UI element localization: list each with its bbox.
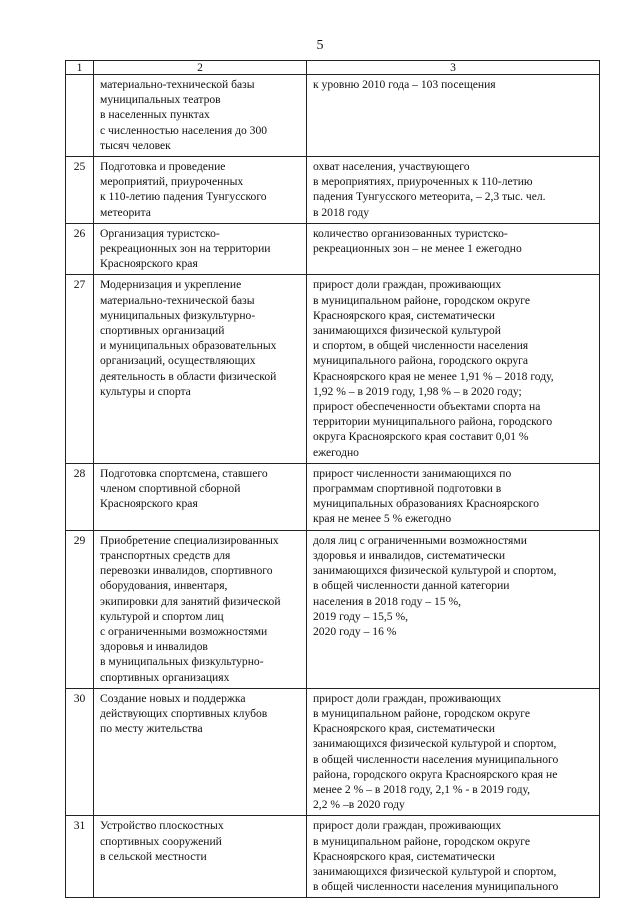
measure-name-line: рекреационных зон на территории [100, 242, 271, 256]
indicator-line: падения Тунгусского метеорита, – 2,3 тыс. чел. [313, 190, 546, 204]
row-number [66, 75, 94, 157]
measure-name-line: метеорита [100, 205, 151, 219]
measure-indicator [307, 463, 600, 530]
indicator-line: Красноярского края, систематически [313, 722, 495, 736]
measure-name-line: Красноярского края [100, 497, 198, 511]
measure-name-line: и муниципальных образовательных [100, 339, 277, 353]
indicator-line: в общей численности населения муниципального [313, 752, 559, 766]
indicator-line: муниципальных образованиях Красноярского [313, 497, 539, 511]
measure-name-line: к 110-летию падения Тунгусского [100, 190, 267, 204]
measure-name [94, 688, 307, 816]
measure-name-line: культуры и спорта [100, 384, 191, 398]
measure-name-line: Приобретение специализированных [100, 533, 279, 547]
table-row [66, 688, 600, 816]
row-number: 28 [66, 463, 94, 530]
measure-name-line: культурой и спортом лиц [100, 609, 224, 623]
indicator-line: количество организованных туристско- [313, 226, 508, 240]
column-header-1: 1 [66, 61, 94, 75]
indicator-line: занимающихся физической культурой и спортом, [313, 737, 557, 751]
measure-name-line: экипировки для занятий физической [100, 594, 281, 608]
measure-name-line: Красноярского края [100, 257, 198, 271]
measure-indicator [307, 75, 600, 157]
indicator-line: рекреационных зон – не менее 1 ежегодно [313, 242, 522, 256]
indicator-line: прирост обеспеченности объектами спорта на [313, 400, 541, 414]
indicator-line: программам спортивной подготовки в [313, 482, 502, 496]
measure-name-line: организаций, осуществляющих [100, 354, 256, 368]
table-header-row [66, 61, 600, 75]
measure-name-line: мероприятий, приуроченных [100, 175, 244, 189]
measure-name-line: с численностью населения до 300 [100, 123, 268, 137]
table-row [66, 275, 600, 463]
measure-name [94, 157, 307, 224]
measure-name [94, 530, 307, 688]
measure-name-line: по месту жительства [100, 722, 203, 736]
indicator-line: 2019 году – 15,5 %, [313, 609, 409, 623]
indicator-line: в общей численности данной категории [313, 579, 510, 593]
measure-name-line: оборудования, инвентаря, [100, 579, 228, 593]
column-header-2: 2 [94, 61, 307, 75]
measure-name-line: муниципальных физкультурно- [100, 308, 256, 322]
indicator-line: 2,2 % –в 2020 году [313, 798, 405, 812]
column-header-3: 3 [307, 61, 600, 75]
measure-name [94, 223, 307, 275]
table-row [66, 530, 600, 688]
measure-name-line: Подготовка спортсмена, ставшего [100, 466, 268, 480]
measure-name-line: спортивных сооружений [100, 834, 222, 848]
indicator-line: доля лиц с ограниченными возможностями [313, 533, 527, 547]
indicator-line: охват населения, участвующего [313, 160, 470, 174]
measure-name-line: с ограниченными возможностями [100, 624, 268, 638]
row-number: 29 [66, 530, 94, 688]
measure-name [94, 463, 307, 530]
measure-name-line: Создание новых и поддержка [100, 691, 246, 705]
indicator-line: занимающихся физической культурой и спортом, [313, 864, 557, 878]
indicator-line: прирост численности занимающихся по [313, 466, 512, 480]
table-row [66, 75, 600, 157]
measure-name-line: спортивных организаций [100, 324, 225, 338]
indicator-line: к уровню 2010 года – 103 посещения [313, 78, 496, 91]
row-number: 31 [66, 816, 94, 898]
table-row [66, 223, 600, 275]
measure-name-line: Устройство плоскостных [100, 819, 224, 833]
measure-name [94, 75, 307, 157]
measure-name-line: тысяч человек [100, 138, 171, 152]
measure-name-line: Организация туристско- [100, 226, 220, 240]
measure-name-line: муниципальных театров [100, 93, 221, 107]
indicator-line: прирост доли граждан, проживающих [313, 691, 502, 705]
indicator-line: округа Красноярского края составит 0,01 % [313, 430, 529, 444]
indicator-line: Красноярского края, систематически [313, 308, 495, 322]
measure-indicator [307, 816, 600, 898]
indicator-line: в муниципальном районе, городском округе [313, 293, 530, 307]
indicator-line: прирост доли граждан, проживающих [313, 278, 502, 292]
row-number: 30 [66, 688, 94, 816]
measure-name [94, 275, 307, 463]
indicator-line: населения в 2018 году – 15 %, [313, 594, 462, 608]
page-number: 5 [316, 38, 324, 53]
measure-name-line: в сельской местности [100, 849, 207, 863]
measure-name-line: в населенных пунктах [100, 108, 210, 122]
measure-name-line: деятельность в области физической [100, 369, 277, 383]
measure-name-line: перевозки инвалидов, спортивного [100, 564, 273, 578]
indicator-line: в муниципальном районе, городском округе [313, 706, 530, 720]
measure-name-line: действующих спортивных клубов [100, 706, 268, 720]
measure-name-line: спортивных организациях [100, 670, 230, 684]
measure-name-line: членом спортивной сборной [100, 482, 241, 496]
indicator-line: муниципального района, городского округа [313, 354, 529, 368]
row-number: 25 [66, 157, 94, 224]
measure-indicator [307, 688, 600, 816]
indicator-line: в муниципальном районе, городском округе [313, 834, 530, 848]
indicator-line: Красноярского края, систематически [313, 849, 495, 863]
measure-name [94, 816, 307, 898]
measure-name-line: в муниципальных физкультурно- [100, 655, 264, 669]
measure-indicator [307, 157, 600, 224]
indicator-line: в мероприятиях, приуроченных к 110-летию [313, 175, 533, 189]
measure-name-line: материально-технической базы [100, 78, 255, 91]
indicator-line: здоровья и инвалидов, систематически [313, 548, 506, 562]
row-number: 27 [66, 275, 94, 463]
indicator-line: прирост доли граждан, проживающих [313, 819, 502, 833]
measure-name-line: Модернизация и укрепление [100, 278, 242, 292]
indicator-line: ежегодно [313, 445, 359, 459]
measure-indicator [307, 530, 600, 688]
indicator-line: занимающихся физической культурой [313, 324, 501, 338]
measure-indicator [307, 275, 600, 463]
indicator-line: и спортом, в общей численности населения [313, 339, 529, 353]
indicator-line: 1,92 % – в 2019 году, 1,98 % – в 2020 году; [313, 384, 522, 398]
indicator-line: в общей численности населения муниципального [313, 880, 559, 894]
indicator-line: 2020 году – 16 % [313, 624, 397, 638]
table-row [66, 157, 600, 224]
indicator-line: территории муниципального района, городского [313, 415, 553, 429]
measure-name-line: материально-технической базы [100, 293, 255, 307]
table-row [66, 463, 600, 530]
indicator-line: менее 2 % – в 2018 году, 2,1 % - в 2019 году, [313, 782, 531, 796]
indicator-line: района, городского округа Красноярского края не [313, 767, 558, 781]
measures-table [65, 60, 600, 898]
row-number: 26 [66, 223, 94, 275]
measure-indicator [307, 223, 600, 275]
indicator-line: занимающихся физической культурой и спортом, [313, 564, 557, 578]
indicator-line: края не менее 5 % ежегодно [313, 512, 452, 526]
table-row [66, 816, 600, 898]
measure-name-line: здоровья и инвалидов [100, 640, 208, 654]
indicator-line: в 2018 году [313, 205, 370, 219]
indicator-line: Красноярского края не менее 1,91 % – 2018 году, [313, 369, 554, 383]
measure-name-line: Подготовка и проведение [100, 160, 226, 174]
measure-name-line: транспортных средств для [100, 548, 231, 562]
